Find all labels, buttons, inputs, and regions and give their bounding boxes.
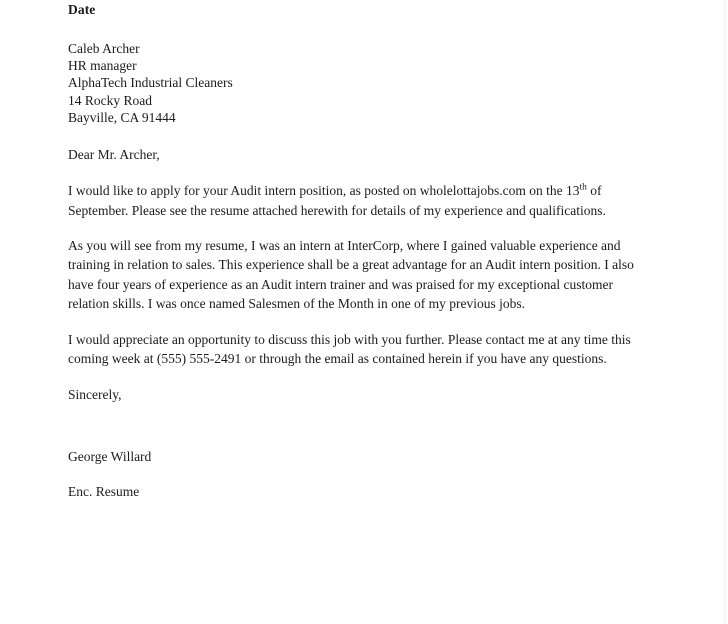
signature-space [68,404,638,448]
paragraph-1-part-a: I would like to apply for your Audit intern position, as posted on wholelottajobs.com on the 13 [68,183,580,199]
page-right-edge [724,0,728,624]
spacer [68,465,638,483]
paragraph-1 [68,181,638,220]
paragraph-2: As you will see from my resume, I was an intern at InterCorp, where I gained valuable experience and training in relation to sales. This experience shall be a great advantage for an Audit intern position. I also have four years of experience as an Audit intern trainer and was praised for my exceptional customer relation skills. I was once named Salesmen of the Month in one of my previous jobs. [68,238,634,312]
recipient-street: 14 Rocky Road [68,92,152,108]
page-left-edge [0,0,3,624]
spacer [68,368,638,386]
paragraph-1-part-b: of September. Please see the resume attached herewith for details of my experience and qualifications. [68,183,606,218]
spacer [68,126,638,146]
recipient-name: Caleb Archer [68,41,140,56]
spacer [68,163,638,181]
sender-name: George Willard [68,448,152,464]
recipient-address-block [68,40,638,126]
date-heading: Date [68,2,96,17]
paragraph-3: I would appreciate an opportunity to discuss this job with you further. Please contact me at any time this coming week at (555) 555-2491 or through the email as contained herein if you have any questions. [68,331,631,367]
salutation: Dear Mr. Archer, [68,147,160,163]
ordinal-suffix: th [579,182,587,193]
closing: Sincerely, [68,387,122,403]
recipient-title: HR manager [68,58,137,74]
enclosure-note: Enc. Resume [68,483,140,499]
spacer [68,18,638,40]
letter-body [68,0,638,500]
recipient-city-state-zip: Bayville, CA 91444 [68,109,176,125]
spacer [68,220,638,236]
spacer [68,314,638,330]
recipient-company: AlphaTech Industrial Cleaners [68,75,233,91]
